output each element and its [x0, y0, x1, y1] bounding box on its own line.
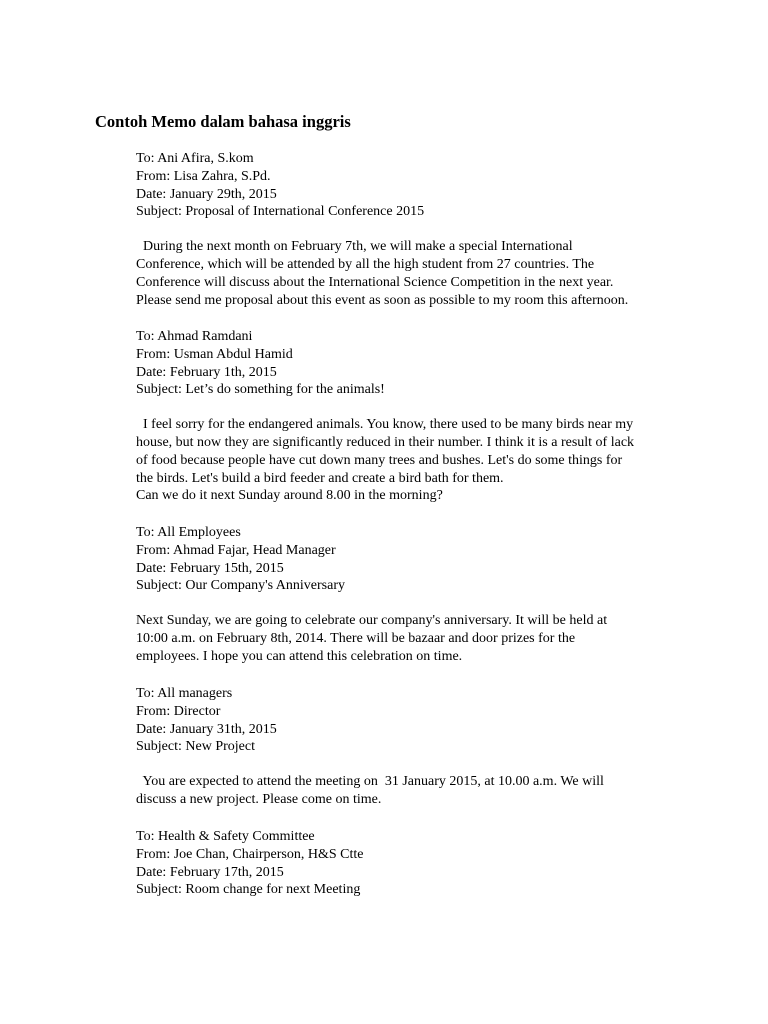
memo-from: From: Ahmad Fajar, Head Manager: [136, 542, 336, 558]
memo-date: Date: February 15th, 2015: [136, 560, 284, 576]
memo-body-line: Conference will discuss about the International Science Competition in the next year.: [136, 274, 614, 290]
memo-body-line: You are expected to attend the meeting on 31 January 2015, at 10.00 a.m. We will: [136, 774, 604, 790]
memo-body: [136, 612, 696, 665]
memo-1: [136, 150, 696, 309]
memo-body-line: Please send me proposal about this event as soon as possible to my room this afternoon.: [136, 292, 629, 308]
memo-5: [136, 828, 696, 899]
memo-header: [136, 150, 696, 221]
memo-subject: Subject: Our Company's Anniversary: [136, 578, 345, 594]
memo-to: To: Health & Safety Committee: [136, 829, 315, 844]
memo-body: [136, 416, 696, 505]
memo-header: [136, 685, 696, 756]
memo-body-line: house, but now they are significantly reduced in their number. I think it is a result of lack: [136, 434, 635, 450]
memo-body-line: 10:00 a.m. on February 8th, 2014. There will be bazaar and door prizes for the: [136, 630, 576, 646]
memo-to: To: All Employees: [136, 525, 241, 540]
memo-body-line: During the next month on February 7th, we will make a special International: [136, 239, 573, 255]
memo-3: [136, 524, 696, 666]
memo-body-line: discuss a new project. Please come on time.: [136, 791, 382, 807]
memo-to: To: Ani Afira, S.kom: [136, 151, 254, 166]
memo-to: To: Ahmad Ramdani: [136, 329, 253, 344]
memo-to: To: All managers: [136, 686, 233, 701]
memo-subject: Subject: Proposal of International Conference 2015: [136, 204, 425, 220]
memo-header: [136, 524, 696, 595]
memo-body-line: the birds. Let's build a bird feeder and create a bird bath for them.: [136, 470, 504, 486]
memo-body: [136, 773, 696, 809]
memo-header: [136, 328, 696, 399]
memo-subject: Subject: New Project: [136, 739, 255, 755]
memo-body-line: of food because people have cut down many trees and bushes. Let's do some things for: [136, 452, 623, 468]
memo-from: From: Joe Chan, Chairperson, H&S Ctte: [136, 846, 364, 862]
memo-body: [136, 238, 696, 309]
memo-subject: Subject: Let’s do something for the animals!: [136, 382, 385, 398]
memo-body-line: I feel sorry for the endangered animals. You know, there used to be many birds near my: [136, 417, 634, 433]
memo-2: [136, 328, 696, 505]
memo-subject: Subject: Room change for next Meeting: [136, 882, 361, 898]
memo-4: [136, 685, 696, 809]
memo-body-line: Conference, which will be attended by all the high student from 27 countries. The: [136, 256, 595, 272]
memo-date: Date: January 29th, 2015: [136, 186, 277, 202]
memo-from: From: Lisa Zahra, S.Pd.: [136, 168, 271, 184]
memo-date: Date: January 31th, 2015: [136, 721, 277, 737]
memo-body-line: Next Sunday, we are going to celebrate our company's anniversary. It will be held at: [136, 613, 608, 629]
memo-date: Date: February 17th, 2015: [136, 864, 284, 880]
memo-from: From: Usman Abdul Hamid: [136, 346, 293, 362]
document-title: Contoh Memo dalam bahasa inggris: [95, 112, 351, 131]
memo-body-line: Can we do it next Sunday around 8.00 in the morning?: [136, 488, 443, 504]
memo-body-line: employees. I hope you can attend this celebration on time.: [136, 648, 463, 664]
memo-date: Date: February 1th, 2015: [136, 364, 277, 380]
memo-from: From: Director: [136, 703, 221, 719]
memo-header: [136, 828, 696, 899]
